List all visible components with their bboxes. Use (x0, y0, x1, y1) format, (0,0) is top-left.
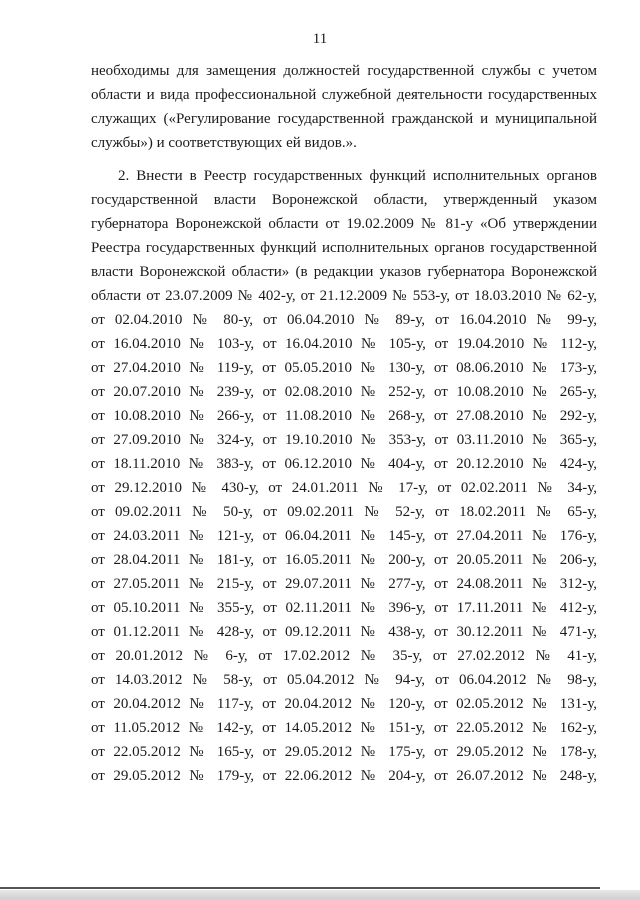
text-line (91, 788, 597, 812)
text-line: от 24.03.2011 № 121-у, от 06.04.2011 № 145-у, от 27.04.2011 № 176-у, (91, 528, 597, 544)
text-line: от 02.04.2010 № 80-у, от 06.04.2010 № 89-у, от 16.04.2010 № 99-у, (91, 312, 597, 328)
text-line: власти Воронежской области» (в редакции указов губернатора Воронежской (91, 264, 597, 280)
text-line: необходимы для замещения должностей государственной службы с учетом (91, 63, 597, 79)
text-line: от 20.04.2012 № 117-у, от 20.04.2012 № 120-у, от 02.05.2012 № 131-у, (91, 696, 597, 712)
text-line: от 11.05.2012 № 142-у, от 14.05.2012 № 151-у, от 22.05.2012 № 162-у, (91, 720, 597, 736)
text-line: от 18.11.2010 № 383-у, от 06.12.2010 № 404-у, от 20.12.2010 № 424-у, (91, 456, 597, 472)
page-number: 11 (312, 31, 328, 47)
text-line: области от 23.07.2009 № 402-у, от 21.12.2009 № 553-у, от 18.03.2010 № 62-у, (91, 288, 597, 304)
text-line: 2. Внести в Реестр государственных функций исполнительных органов (118, 168, 597, 184)
text-line: службы») и соответствующих ей видов.». (91, 135, 357, 151)
text-line: от 20.07.2010 № 239-у, от 02.08.2010 № 252-у, от 10.08.2010 № 265-у, (91, 384, 597, 400)
text-line: губернатора Воронежской области от 19.02.2009 № 81-у «Об утверждении (91, 216, 597, 232)
text-line: от 27.05.2011 № 215-у, от 29.07.2011 № 277-у, от 24.08.2011 № 312-у, (91, 576, 597, 592)
text-line: от 22.05.2012 № 165-у, от 29.05.2012 № 175-у, от 29.05.2012 № 178-у, (91, 744, 597, 760)
text-line: от 10.08.2010 № 266-у, от 11.08.2010 № 268-у, от 27.08.2010 № 292-у, (91, 408, 597, 424)
scan-edge-line (0, 887, 600, 889)
text-line: от 27.09.2010 № 324-у, от 19.10.2010 № 353-у, от 03.11.2010 № 365-у, (91, 432, 597, 448)
text-line: от 20.01.2012 № 6-у, от 17.02.2012 № 35-у, от 27.02.2012 № 41-у, (91, 648, 597, 664)
text-line: от 27.04.2010 № 119-у, от 05.05.2010 № 130-у, от 08.06.2010 № 173-у, (91, 360, 597, 376)
text-line: от 09.02.2011 № 50-у, от 09.02.2011 № 52-у, от 18.02.2011 № 65-у, (91, 504, 597, 520)
text-line: от 29.05.2012 № 179-у, от 22.06.2012 № 204-у, от 26.07.2012 № 248-у, (91, 768, 597, 784)
text-line: от 29.12.2010 № 430-у, от 24.01.2011 № 17-у, от 02.02.2011 № 34-у, (91, 480, 597, 496)
scan-edge-shadow (0, 890, 640, 899)
text-line: Реестра государственных функций исполнительных органов государственной (91, 240, 597, 256)
text-line: области и вида профессиональной служебной деятельности государственных (91, 87, 597, 103)
paragraph-item-2 (91, 164, 597, 812)
text-line: от 05.10.2011 № 355-у, от 02.11.2011 № 396-у, от 17.11.2011 № 412-у, (91, 600, 597, 616)
text-line: от 14.03.2012 № 58-у, от 05.04.2012 № 94-у, от 06.04.2012 № 98-у, (91, 672, 597, 688)
text-line: служащих («Регулирование государственной гражданской и муниципальной (91, 111, 597, 127)
text-line: от 28.04.2011 № 181-у, от 16.05.2011 № 200-у, от 20.05.2011 № 206-у, (91, 552, 597, 568)
paragraph-continuation (91, 59, 597, 155)
text-line: от 01.12.2011 № 428-у, от 09.12.2011 № 438-у, от 30.12.2011 № 471-у, (91, 624, 597, 640)
text-line: от 16.04.2010 № 103-у, от 16.04.2010 № 105-у, от 19.04.2010 № 112-у, (91, 336, 597, 352)
text-line: государственной власти Воронежской области, утвержденный указом (91, 192, 597, 208)
